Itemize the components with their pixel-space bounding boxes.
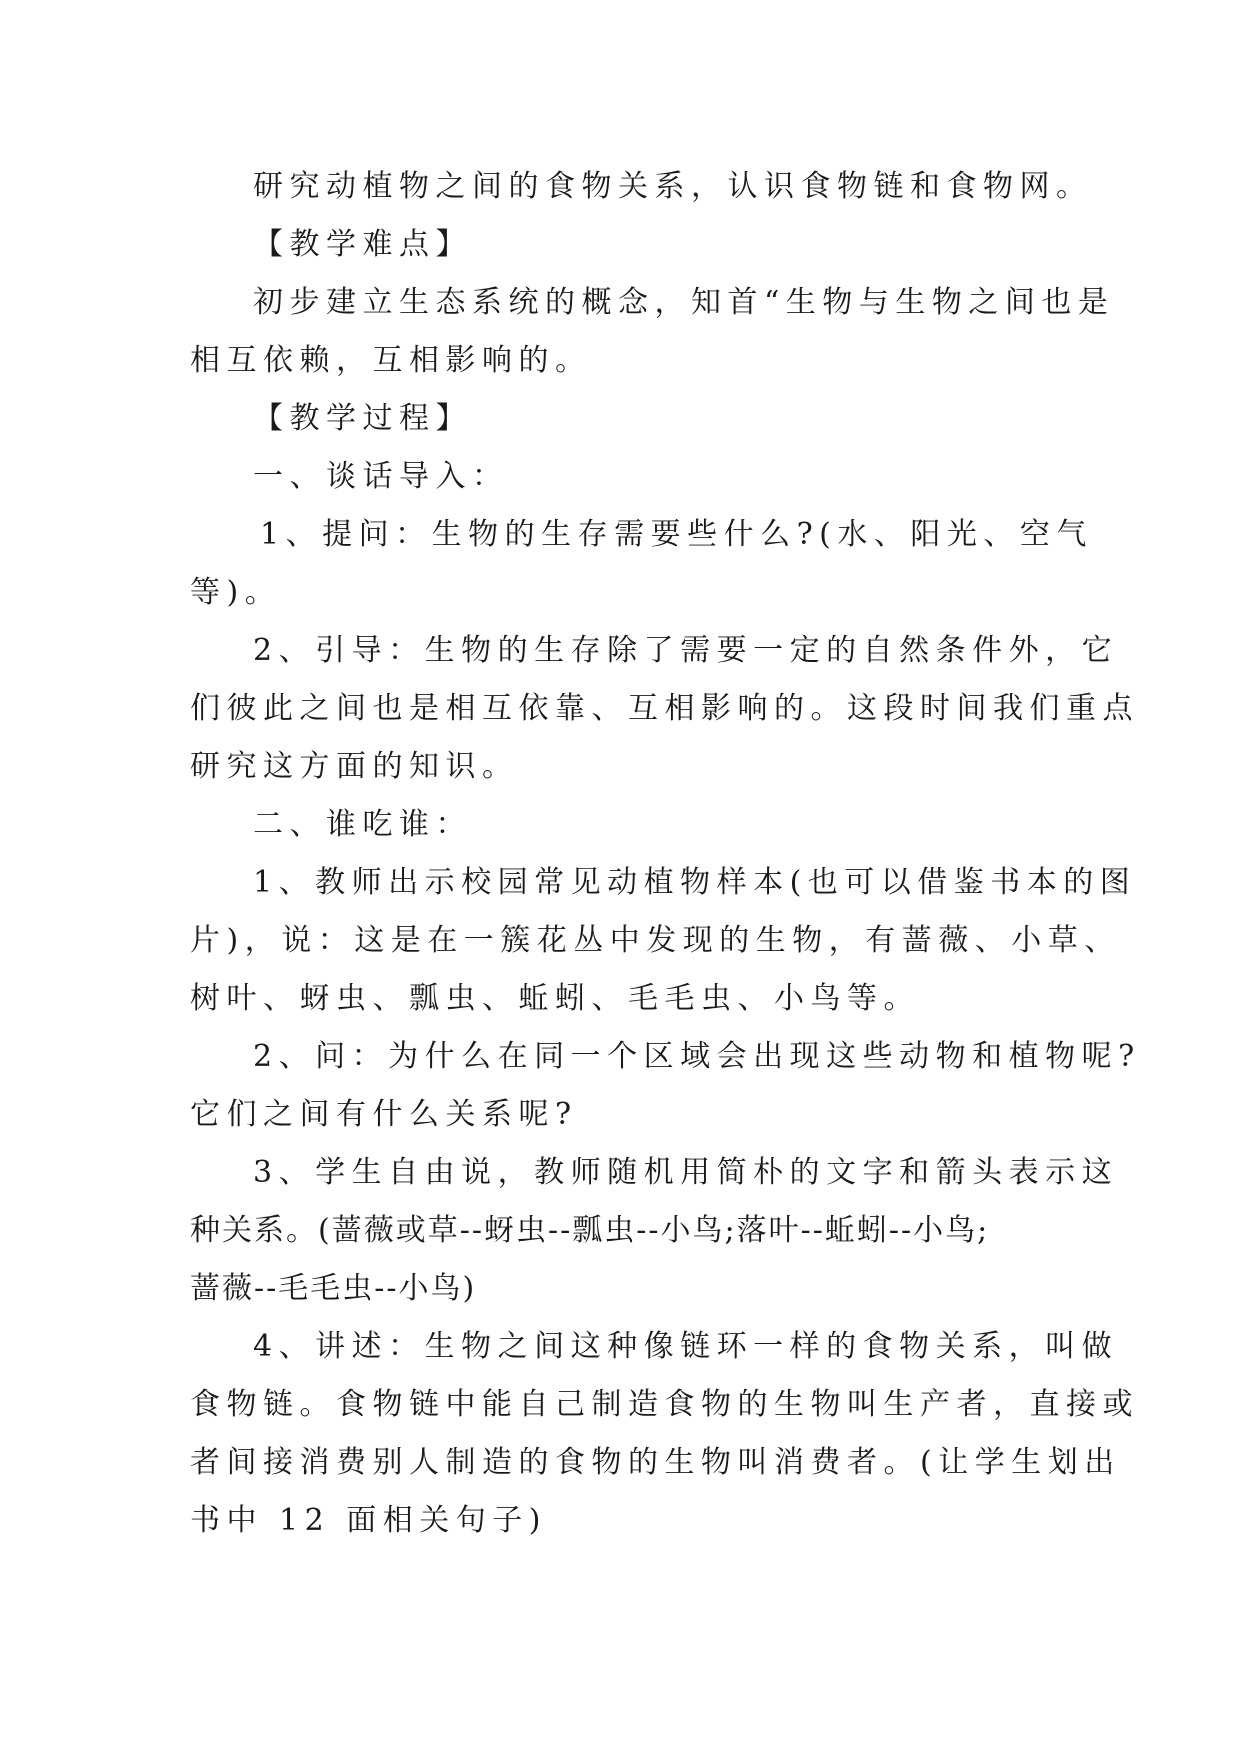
paragraph-line: 研究动植物之间的食物关系，认识食物链和食物网。 [253,169,1093,204]
paragraph-line: 它们之间有什么关系呢? [190,1097,578,1132]
paragraph-line: 们彼此之间也是相互依靠、互相影响的。这段时间我们重点 [190,691,1139,726]
paragraph-line: 种关系。(蔷薇或草--蚜虫--瓢虫--小鸟;落叶--蚯蚓--小鸟; [190,1213,990,1248]
section-heading-key-difficulty: 【教学难点】 [253,227,472,262]
paragraph-line: 相互依赖，互相影响的。 [190,343,592,378]
paragraph-line: 研究这方面的知识。 [190,749,519,784]
paragraph-line: 树叶、蚜虫、瓢虫、蚯蚓、毛毛虫、小鸟等。 [190,981,920,1016]
paragraph-line: 者间接消费别人制造的食物的生物叫消费者。(让学生划出 [190,1445,1121,1480]
paragraph-line: 书中 12 面相关句子) [190,1503,547,1538]
paragraph-line: 蔷薇--毛毛虫--小鸟) [190,1271,477,1306]
paragraph-line: 食物链。食物链中能自己制造食物的生物叫生产者，直接或 [190,1387,1139,1422]
paragraph-line: 1、提问：生物的生存需要些什么?(水、阳光、空气 [260,517,1093,552]
paragraph-line: 2、引导：生物的生存除了需要一定的自然条件外，它 [253,633,1119,668]
paragraph-line: 初步建立生态系统的概念，知首“生物与生物之间也是 [253,285,1115,320]
subsection-heading-intro: 一、谈话导入： [253,459,509,494]
paragraph-line: 3、学生自由说，教师随机用简朴的文字和箭头表示这 [253,1155,1119,1190]
paragraph-line: 4、讲述：生物之间这种像链环一样的食物关系，叫做 [253,1329,1119,1364]
section-heading-teaching-process: 【教学过程】 [253,401,472,436]
subsection-heading-who-eats-whom: 二、谁吃谁： [253,807,472,842]
paragraph-line: 1、教师出示校园常见动植物样本(也可以借鉴书本的图 [253,865,1137,900]
paragraph-line: 2、问：为什么在同一个区域会出现这些动物和植物呢? [253,1039,1141,1074]
paragraph-line: 等)。 [190,575,282,610]
paragraph-line: 片)，说：这是在一簇花丛中发现的生物，有蔷薇、小草、 [190,923,1121,958]
